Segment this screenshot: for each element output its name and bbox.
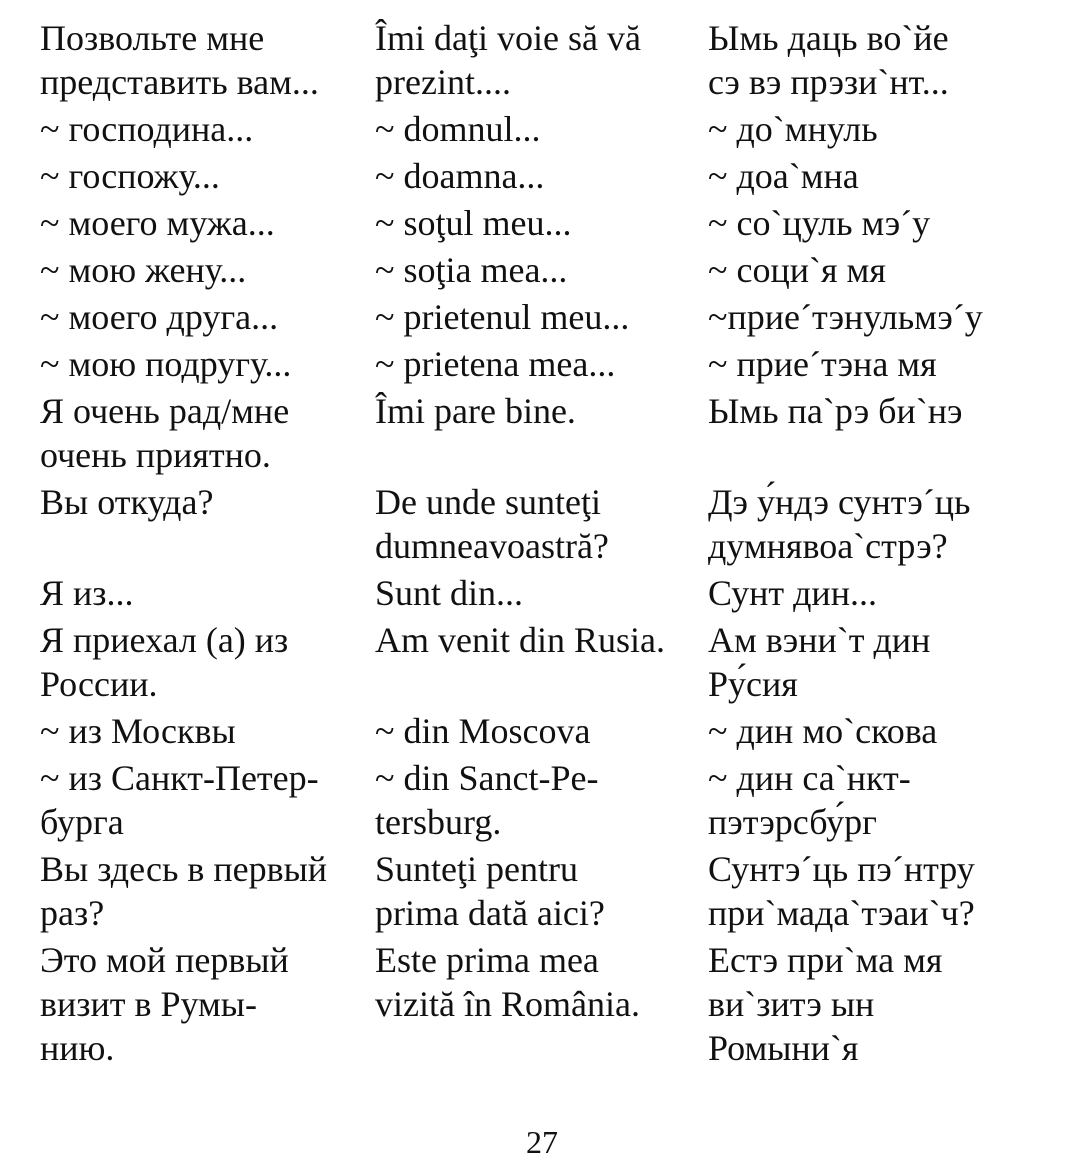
russian-phrase-line: ~ из Санкт-Петер- [40,758,319,798]
romanian-phrase-line: ~ prietena mea... [375,344,616,384]
phrase-row [0,847,1084,935]
phrasebook-table [0,16,1084,1073]
romanian-phrase-line: ~ prietenul meu... [375,297,630,337]
russian-phrase [40,938,375,1070]
russian-phrase-line: Я приехал (а) из [40,620,289,660]
russian-phrase-line: ~ из Москвы [40,711,236,751]
transcription [708,16,1078,104]
transcription-line: Ромыни`я [708,1028,859,1068]
transcription [708,480,1078,568]
phrase-row [0,154,1084,198]
romanian-phrase [375,847,708,935]
phrase-row [0,16,1084,104]
romanian-phrase-line: Îmi pare bine. [375,391,576,431]
russian-phrase [40,618,375,706]
romanian-phrase [375,938,708,1070]
romanian-phrase-line: ~ doamna... [375,156,545,196]
russian-phrase [40,480,375,568]
transcription-line: ~ дин мо`скова [708,711,938,751]
phrase-row [0,107,1084,151]
romanian-phrase-line: vizită în România. [375,984,640,1024]
russian-phrase [40,709,375,753]
transcription [708,342,1078,386]
phrase-row [0,295,1084,339]
romanian-phrase-line: Este prima mea [375,940,599,980]
russian-phrase [40,248,375,292]
transcription [708,847,1078,935]
russian-phrase-line: ~ господина... [40,109,254,149]
russian-phrase [40,107,375,151]
phrase-row [0,201,1084,245]
phrase-row [0,248,1084,292]
transcription-line: сэ вэ прэзи`нт... [708,62,949,102]
transcription [708,107,1078,151]
romanian-phrase-line: prezint.... [375,62,511,102]
transcription-line: Сунтэ´ць пэ´нтру [708,849,975,889]
russian-phrase [40,571,375,615]
russian-phrase-line: ~ моего друга... [40,297,279,337]
transcription-line: ~ соци`я мя [708,250,886,290]
phrase-row [0,938,1084,1070]
romanian-phrase [375,16,708,104]
romanian-phrase-line: dumneavoastră? [375,526,609,566]
romanian-phrase-line: Sunteţi pentru [375,849,578,889]
russian-phrase [40,847,375,935]
transcription-line: Естэ при`ма мя [708,940,943,980]
russian-phrase-line: раз? [40,893,105,933]
transcription [708,201,1078,245]
russian-phrase-line: представить вам... [40,62,319,102]
romanian-phrase [375,248,708,292]
transcription [708,295,1078,339]
romanian-phrase [375,107,708,151]
transcription [708,938,1078,1070]
romanian-phrase [375,571,708,615]
romanian-phrase-line: prima dată aici? [375,893,605,933]
transcription-line: Дэ у́ндэ сунтэ´ць [708,482,971,522]
romanian-phrase-line: ~ domnul... [375,109,541,149]
romanian-phrase [375,295,708,339]
russian-phrase-line: визит в Румы- [40,984,257,1024]
russian-phrase-line: бурга [40,802,124,842]
transcription-line: Ымь па`рэ би`нэ [708,391,963,431]
russian-phrase-line: Я из... [40,573,134,613]
transcription [708,709,1078,753]
romanian-phrase [375,618,708,706]
romanian-phrase-line: tersburg. [375,802,502,842]
transcription-line: ~прие´тэнульмэ´у [708,297,983,337]
transcription-line: ви`зитэ ын [708,984,875,1024]
phrase-row [0,618,1084,706]
romanian-phrase-line: De unde sunteţi [375,482,601,522]
transcription-line: Ымь даць во`йе [708,18,949,58]
russian-phrase-line: Я очень рад/мне [40,391,290,431]
romanian-phrase-line: Am venit din Rusia. [375,620,665,660]
phrase-row [0,480,1084,568]
romanian-phrase [375,154,708,198]
romanian-phrase-line: Sunt din... [375,573,524,613]
transcription-line: думнявоа`стрэ? [708,526,948,566]
russian-phrase-line: России. [40,664,158,704]
russian-phrase [40,16,375,104]
romanian-phrase [375,480,708,568]
russian-phrase [40,756,375,844]
romanian-phrase-line: Îmi daţi voie să vă [375,18,641,58]
transcription-line: ~ со`цуль мэ´у [708,203,931,243]
transcription [708,618,1078,706]
romanian-phrase [375,201,708,245]
russian-phrase [40,295,375,339]
russian-phrase [40,201,375,245]
transcription-line: Сунт дин... [708,573,877,613]
russian-phrase-line: Вы откуда? [40,482,214,522]
transcription [708,154,1078,198]
russian-phrase-line: ~ мою жену... [40,250,247,290]
transcription-line: ~ прие´тэна мя [708,344,937,384]
romanian-phrase [375,342,708,386]
page-number: 27 [526,1124,558,1160]
russian-phrase-line: ~ моего мужа... [40,203,275,243]
russian-phrase [40,154,375,198]
russian-phrase-line: ~ мою подругу... [40,344,292,384]
russian-phrase-line: нию. [40,1028,115,1068]
phrase-row [0,389,1084,477]
phrase-row [0,342,1084,386]
russian-phrase [40,389,375,477]
transcription [708,248,1078,292]
transcription-line: при`мада`тэаи`ч? [708,893,975,933]
transcription [708,571,1078,615]
phrase-row [0,571,1084,615]
romanian-phrase-line: ~ soţul meu... [375,203,572,243]
phrase-row [0,756,1084,844]
phrase-row [0,709,1084,753]
romanian-phrase [375,756,708,844]
romanian-phrase-line: ~ din Moscova [375,711,591,751]
transcription-line: Ам вэни`т дин [708,620,931,660]
russian-phrase-line: Вы здесь в первый [40,849,328,889]
transcription-line: пэтэрсбу́рг [708,802,877,842]
romanian-phrase-line: ~ soţia mea... [375,250,568,290]
transcription-line: ~ доа`мна [708,156,859,196]
transcription-line: Ру́сия [708,664,798,704]
transcription [708,756,1078,844]
transcription [708,389,1078,477]
romanian-phrase-line: ~ din Sanct-Pe- [375,758,599,798]
russian-phrase-line: ~ госпожу... [40,156,220,196]
russian-phrase-line: Это мой первый [40,940,289,980]
romanian-phrase [375,389,708,477]
romanian-phrase [375,709,708,753]
russian-phrase-line: Позвольте мне [40,18,265,58]
russian-phrase [40,342,375,386]
russian-phrase-line: очень приятно. [40,435,271,475]
transcription-line: ~ дин са`нкт- [708,758,911,798]
transcription-line: ~ до`мнуль [708,109,878,149]
